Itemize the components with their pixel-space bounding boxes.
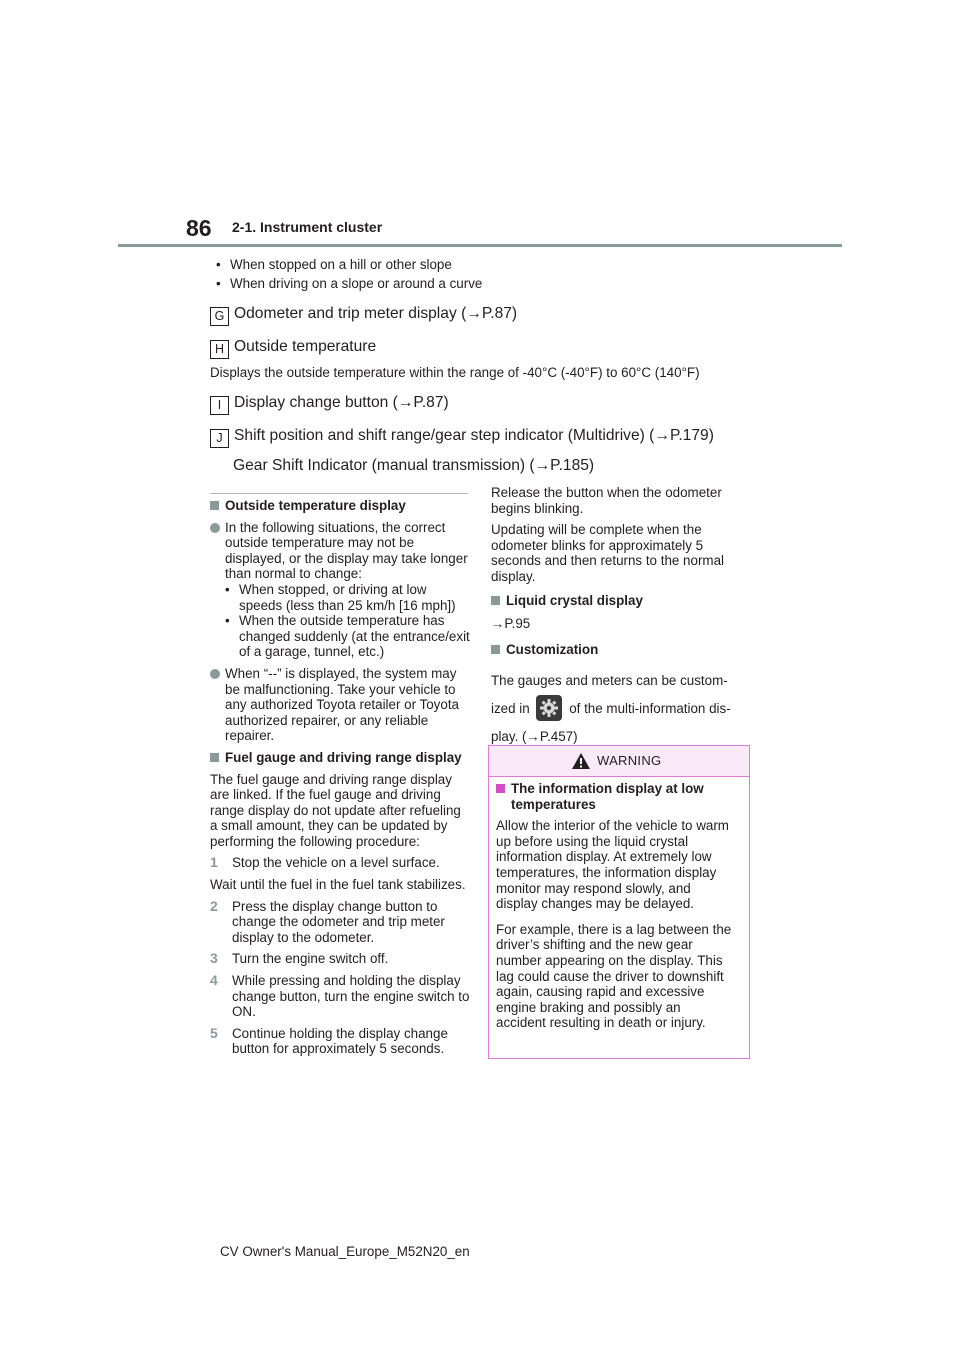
left-column [210, 498, 472, 1063]
list-item: • When driving on a slope or around a curve [216, 276, 483, 291]
malfunction-note: When “--” is displayed, the system may be malfunctioning. Take your vehicle to any authorized Toyota retailer or Toyota authorized repairer, or any reliable repairer. [210, 666, 472, 744]
item-h-text: Outside temperature [234, 338, 377, 355]
letter-i-box: I [210, 396, 229, 415]
square-bullet-icon [210, 753, 219, 762]
circle-bullet-icon [210, 523, 220, 533]
item-j-sub: Gear Shift Indicator (manual transmission) (→P.185) [233, 457, 595, 474]
header-rule [118, 244, 842, 247]
step-item: 2 Press the display change button to change the odometer and trip meter display to the odometer. [210, 897, 445, 945]
warning-paragraph: Allow the interior of the vehicle to warm up before using the liquid crystal information display. At extremely low temperatures, the information display monitor may respond slowly, and display changes may be delayed. [496, 818, 729, 912]
section-heading: Outside temperature display [210, 498, 472, 514]
letter-j-box: J [210, 429, 229, 448]
item-i [210, 393, 449, 415]
item-h-description: Displays the outside temperature within the range of -40°C (-40°F) to 60°C (140°F) [210, 365, 700, 380]
list-item: • When stopped, or driving at low speeds (less than 25 km/h [16 mph]) [225, 581, 456, 613]
lcd-reference: →P.95 [491, 616, 531, 632]
square-bullet-icon [491, 596, 500, 605]
list-item: • When stopped on a hill or other slope [216, 257, 452, 272]
step-item: 1 Stop the vehicle on a level surface. [210, 854, 440, 871]
section-title: 2-1. Instrument cluster [232, 219, 383, 235]
warning-body [496, 781, 732, 1037]
warning-triangle-icon [571, 752, 591, 775]
step-item: 5 Continue holding the display change button for approximately 5 seconds. [210, 1024, 448, 1057]
footer: CV Owner's Manual_Europe_M52N20_en [220, 1244, 470, 1259]
step-item: 3 Turn the engine switch off. [210, 950, 389, 967]
item-j-text: Shift position and shift range/gear step indicator (Multidrive) (→P.179) [234, 427, 714, 444]
wait-note: Wait until the fuel in the fuel tank stabilizes. [210, 877, 466, 893]
warning-header [489, 746, 749, 777]
circle-bullet-icon [210, 669, 220, 679]
customization-text: The gauges and meters can be custom- ized in of the multi-information dis- play. (→P.457) [491, 673, 731, 745]
section-heading: Customization [491, 642, 753, 658]
outside-temp-note: In the following situations, the correct outside temperature may not be displayed, or the display may take longer than normal to change: • When stopped, or driving at low speeds (less than 25 km/h [16 mph]) • When the outside temperature has changed suddenly (at the entrance/exit of a garage, tunnel, etc.) [210, 520, 472, 660]
warning-box [488, 745, 750, 1059]
step-item: 4 While pressing and holding the display change button, turn the engine switch to ON. [210, 972, 470, 1020]
column-rule [210, 493, 468, 494]
square-bullet-icon [491, 645, 500, 654]
letter-g-box: G [210, 307, 229, 326]
release-note: Release the button when the odometer begins blinking. [491, 485, 722, 516]
warning-heading: The information display at low temperatures [496, 781, 732, 812]
item-g [210, 304, 517, 326]
page-number: 86 [186, 215, 212, 241]
list-item: • When the outside temperature has changed suddenly (at the entrance/exit of a garage, tunnel, etc.) [225, 613, 470, 660]
item-j [210, 426, 714, 448]
warning-paragraph: For example, there is a lag between the driver’s shifting and the new gear number appearing on the display. This lag could cause the driver to downshift again, causing rapid and excessive engine braking and possibly an accident resulting in death or injury. [496, 921, 732, 1031]
item-h [210, 337, 376, 359]
right-column [491, 485, 753, 751]
square-bullet-icon [210, 501, 219, 510]
gear-icon [536, 695, 562, 721]
item-g-text: Odometer and trip meter display (→P.87) [234, 305, 518, 322]
square-bullet-icon [496, 784, 505, 793]
item-i-text: Display change button (→P.87) [234, 394, 449, 411]
section-heading: Liquid crystal display [491, 593, 753, 609]
section-heading: Fuel gauge and driving range display [210, 750, 472, 766]
fuel-intro: The fuel gauge and driving range display are linked. If the fuel gauge and driving range display do not update after refueling a small amount, they can be updated by performing the following procedure: [210, 771, 461, 849]
updating-note: Updating will be complete when the odometer blinks for approximately 5 seconds and then returns to the normal display. [491, 522, 724, 584]
letter-h-box: H [210, 340, 229, 359]
warning-title: WARNING [597, 753, 662, 768]
